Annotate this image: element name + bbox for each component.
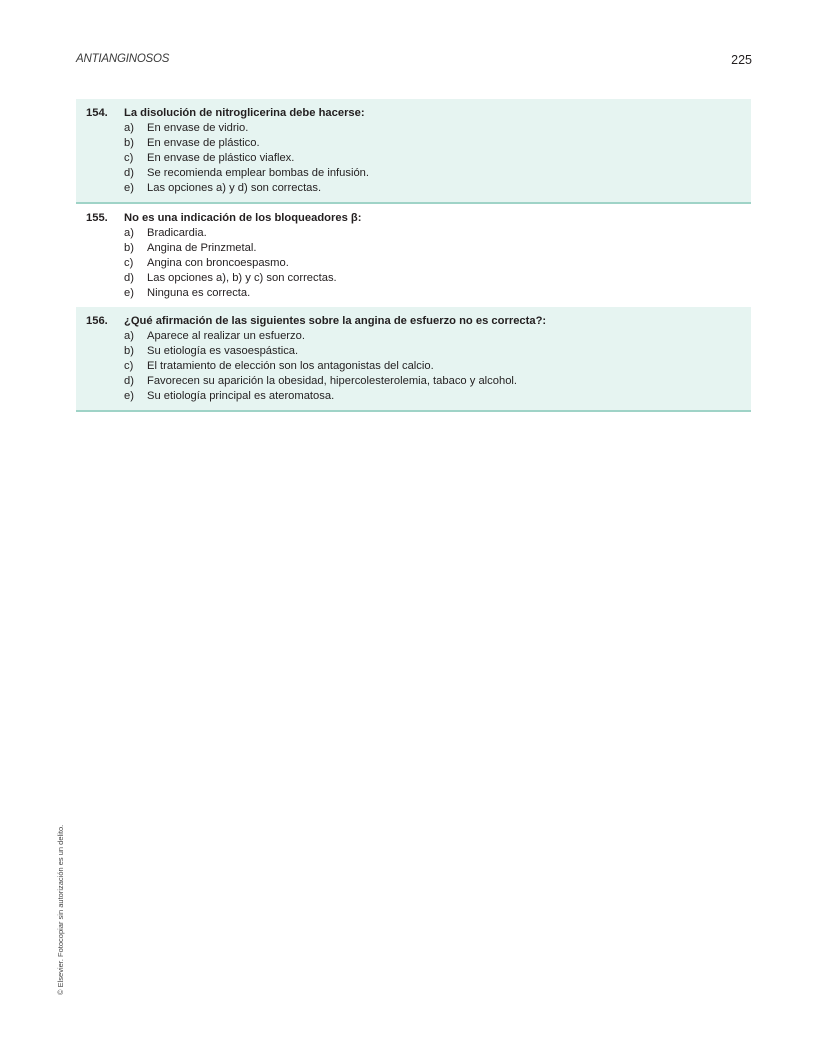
option-letter: e) [124,287,134,299]
page-number: 225 [731,53,752,67]
question-156 [76,307,751,412]
running-head: ANTIANGINOSOS [76,53,170,65]
option-text: Se recomienda emplear bombas de infusión. [147,167,370,179]
option-a [76,226,751,241]
option-letter: b) [124,345,134,357]
option-text: Bradicardia. [147,227,207,239]
option-text: Aparece al realizar un esfuerzo. [147,330,305,342]
copyright-note: © Elsevier. Fotocopiar sin autorización es un delito. [56,824,65,995]
question-number: 155. [86,212,108,224]
option-b [76,241,751,256]
option-letter: e) [124,390,134,402]
option-letter: b) [124,137,134,149]
option-text: En envase de plástico. [147,137,260,149]
option-text: Angina con broncoespasmo. [147,257,289,269]
option-letter: d) [124,167,134,179]
option-text: Ninguna es correcta. [147,287,251,299]
option-a [76,121,751,136]
option-text: Las opciones a), b) y c) son correctas. [147,272,337,284]
question-stem: No es una indicación de los bloqueadores β: [124,212,362,224]
option-b [76,344,751,359]
option-e [76,286,751,301]
option-letter: b) [124,242,134,254]
option-letter: d) [124,272,134,284]
question-number: 156. [86,315,108,327]
option-letter: d) [124,375,134,387]
option-a [76,329,751,344]
option-letter: c) [124,152,134,164]
option-text: Su etiología es vasoespástica. [147,345,299,357]
question-154 [76,99,751,204]
option-letter: e) [124,182,134,194]
option-d [76,271,751,286]
option-letter: a) [124,330,134,342]
option-e [76,389,751,404]
question-list [76,99,751,412]
option-d [76,166,751,181]
question-stem: ¿Qué afirmación de las siguientes sobre la angina de esfuerzo no es correcta?: [124,315,547,327]
option-text: En envase de vidrio. [147,122,249,134]
option-text: En envase de plástico viaflex. [147,152,295,164]
option-letter: c) [124,257,134,269]
option-e [76,181,751,196]
question-155 [76,204,751,307]
option-text: Las opciones a) y d) son correctas. [147,182,322,194]
option-b [76,136,751,151]
option-letter: a) [124,122,134,134]
option-text: El tratamiento de elección son los antagonistas del calcio. [147,360,434,372]
question-stem: La disolución de nitroglicerina debe hacerse: [124,107,365,119]
option-d [76,374,751,389]
option-text: Angina de Prinzmetal. [147,242,257,254]
option-c [76,151,751,166]
option-text: Favorecen su aparición la obesidad, hipercolesterolemia, tabaco y alcohol. [147,375,518,387]
option-c [76,359,751,374]
question-number: 154. [86,107,108,119]
option-letter: c) [124,360,134,372]
option-letter: a) [124,227,134,239]
option-c [76,256,751,271]
option-text: Su etiología principal es ateromatosa. [147,390,335,402]
